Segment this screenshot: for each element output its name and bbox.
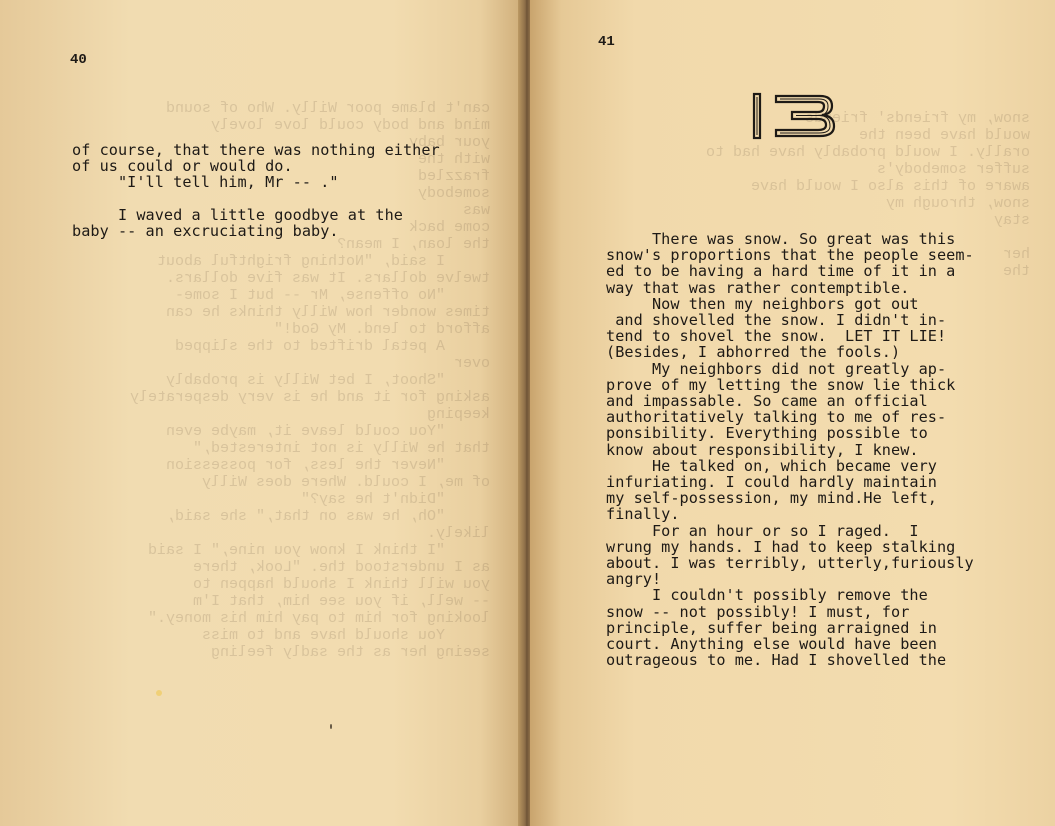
text-line: of us could or would do. xyxy=(72,157,293,176)
page-number: 41 xyxy=(598,34,615,50)
text-line: For an hour or so I raged. I xyxy=(606,521,919,540)
chapter-number-glyphs xyxy=(752,88,848,144)
left-page xyxy=(0,0,522,826)
bleed-through-text: snow, my friends' friends would have been the orally. I would probably have had to suffer somebody's aware of this also I would have snow, through my stay her the xyxy=(705,110,1030,280)
text-line: baby -- an excruciating baby. xyxy=(72,222,339,241)
text-line: ed to be having a hard time of it in a xyxy=(606,262,956,281)
right-page xyxy=(530,0,1055,826)
chapter-number xyxy=(752,88,848,144)
text-line: prove of my letting the snow lie thick xyxy=(606,375,956,394)
text-line: and shovelled the snow. I didn't in- xyxy=(606,311,947,330)
text-line: (Besides, I abhorred the fools.) xyxy=(606,343,901,362)
text-line: principle, suffer being arraigned in xyxy=(606,618,937,637)
left-page-body-text xyxy=(72,142,440,239)
text-line: wrung my hands. I had to keep stalking xyxy=(606,537,956,556)
paper-speck xyxy=(330,724,332,729)
bleed-through-text: can't blame poor Willy. Who of sound mind and body could love lovely your baby with the frazzled somebody was come back the loan, I mean? I said, "Nothing frightful about twelve dollars. It was five dollars. "No offense, Mr -- but I some- times wonder how Willy thinks he can afford to lend. My God!" A petal drifted to the slipped over "Shoot, I bet Willy is probably asking for it and he is very desperately keeping "You could leave it, maybe even that he Willy is not interested," "Never the less, for possession of me, I could. Where does Willy "Didn't he say?" "Oh, he was on that," she said, likely. "I think I know you nine," I said as I understood the. "Look, there you will think I should happen to -- well, if you see him, that I'm looking for him to pay him his money." You should have and to miss seeing her as the sadly feeling xyxy=(129,100,490,661)
text-line: way that was rather contemptible. xyxy=(606,278,910,297)
text-line: authoritatively talking to me of res- xyxy=(606,408,947,427)
text-line: I couldn't possibly remove the xyxy=(606,586,928,605)
text-line: angry! xyxy=(606,570,662,589)
text-line: tend to shovel the snow. LET IT LIE! xyxy=(606,327,947,346)
text-line: infuriating. I could hardly maintain xyxy=(606,473,937,492)
page-number: 40 xyxy=(70,52,87,68)
text-line: ponsibility. Everything possible to xyxy=(606,424,928,443)
text-line: He talked on, which became very xyxy=(606,456,937,475)
text-line: I waved a little goodbye at the xyxy=(72,205,403,224)
right-page-body-text xyxy=(606,231,974,668)
text-line: Now then my neighbors got out xyxy=(606,294,919,313)
text-line: finally. xyxy=(606,505,680,524)
text-line: of course, that there was nothing either xyxy=(72,141,440,159)
text-line: court. Anything else would have been xyxy=(606,635,937,654)
text-line: know about responsibility, I knew. xyxy=(606,440,919,459)
text-line: about. I was terribly, utterly,furiously xyxy=(606,554,974,573)
text-line: outrageous to me. Had I shovelled the xyxy=(606,651,947,670)
text-line: My neighbors did not greatly ap- xyxy=(606,359,947,378)
text-line: my self-possession, my mind.He left, xyxy=(606,489,937,508)
text-line: snow -- not possibly! I must, for xyxy=(606,602,910,621)
chapter-number-text: 13 xyxy=(800,118,802,119)
text-line: and impassable. So came an official xyxy=(606,392,928,411)
text-line: snow's proportions that the people seem- xyxy=(606,246,974,265)
text-line: There was snow. So great was this xyxy=(606,230,956,248)
paper-speck xyxy=(156,690,162,696)
text-line: "I'll tell him, Mr -- ." xyxy=(72,173,339,192)
